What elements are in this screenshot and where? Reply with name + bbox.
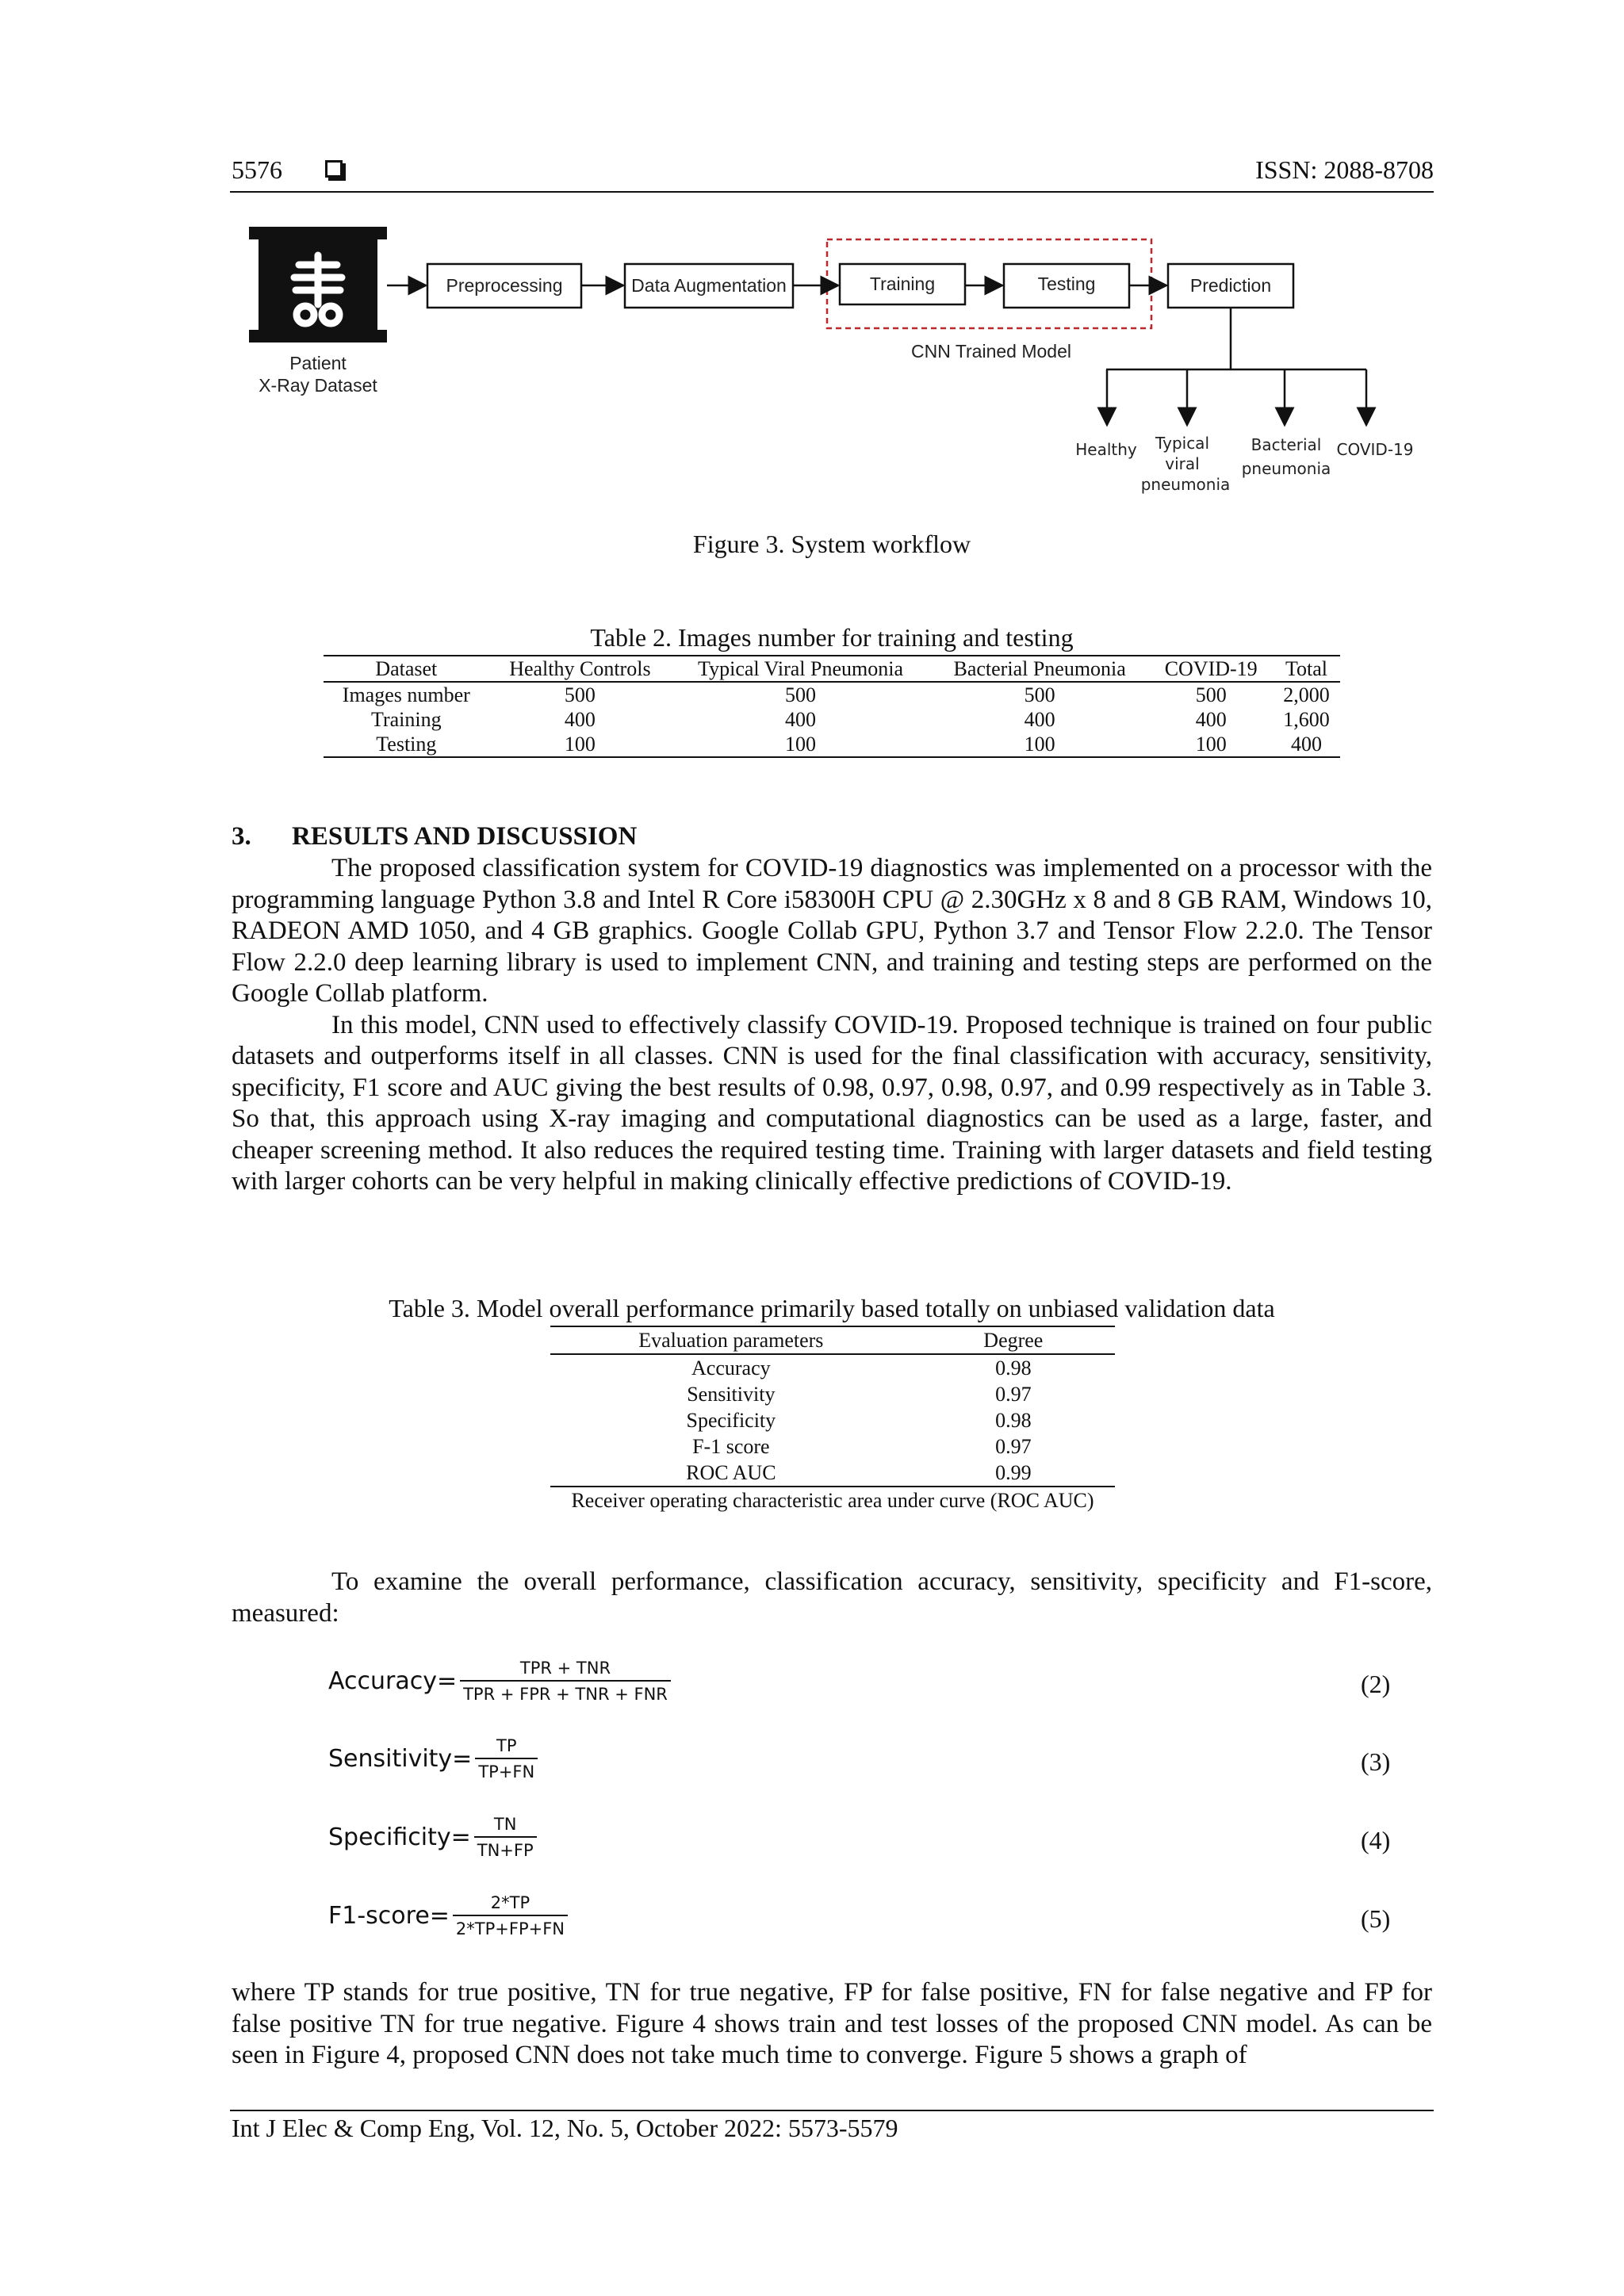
issn: ISSN: 2088-8708 xyxy=(1255,155,1434,184)
table-row xyxy=(324,707,1340,732)
dataset-label-line2: X-Ray Dataset xyxy=(259,375,377,396)
denominator: TPR + FPR + TNR + FNR xyxy=(460,1680,671,1704)
step-training xyxy=(840,264,965,304)
fraction xyxy=(460,1659,671,1704)
equation-lhs: Accuracy= xyxy=(328,1667,458,1695)
table-cell: 1,600 xyxy=(1283,708,1330,731)
output-viral-3: pneumonia xyxy=(1140,475,1231,494)
footer-citation: Int J Elec & Comp Eng, Vol. 12, No. 5, October 2022: 5573-5579 xyxy=(232,2114,898,2142)
table-cell: Sensitivity xyxy=(687,1383,776,1406)
table-cell: 100 xyxy=(1195,733,1227,756)
step-label: Training xyxy=(869,274,936,294)
table-cell: 400 xyxy=(1024,708,1055,731)
section-title: RESULTS AND DISCUSSION xyxy=(292,822,638,851)
table-cell: 500 xyxy=(785,683,817,706)
equation-number: (4) xyxy=(1361,1826,1391,1854)
fraction xyxy=(474,1815,537,1860)
dataset-label-line1: Patient xyxy=(289,353,347,373)
table-cell: 100 xyxy=(564,733,596,756)
fraction xyxy=(475,1736,538,1781)
square-bullet-icon xyxy=(325,160,343,178)
table-cell: ROC AUC xyxy=(686,1461,776,1484)
column-header: Degree xyxy=(983,1329,1044,1352)
equation-number: (2) xyxy=(1361,1670,1391,1698)
step-label: Prediction xyxy=(1189,275,1272,296)
metrics-intro xyxy=(232,1567,1432,1629)
column-header: Dataset xyxy=(375,657,438,680)
table-row xyxy=(550,1407,1115,1433)
header-rule xyxy=(230,191,1434,193)
page-number: 5576 xyxy=(232,155,282,184)
step-label: Data Augmentation xyxy=(631,275,787,296)
cnn-group-label: CNN Trained Model xyxy=(911,341,1071,362)
table2-caption: Table 2. Images number for training and testing xyxy=(590,623,1074,652)
output-bacterial-2: pneumonia xyxy=(1241,459,1331,478)
table-cell: Accuracy xyxy=(691,1357,771,1380)
output-bacterial-1: Bacterial xyxy=(1251,435,1322,454)
column-header: COVID-19 xyxy=(1164,657,1258,680)
table-cell: 0.97 xyxy=(995,1383,1032,1406)
column-header: Bacterial Pneumonia xyxy=(953,657,1126,680)
column-header: Healthy Controls xyxy=(509,657,651,680)
step-label: Testing xyxy=(1037,274,1096,294)
table-row xyxy=(550,1354,1115,1381)
table-cell: 100 xyxy=(785,733,817,756)
table-cell: 2,000 xyxy=(1283,683,1330,706)
table-cell: Testing xyxy=(376,733,437,756)
column-header: Typical Viral Pneumonia xyxy=(698,657,904,680)
output-healthy: Healthy xyxy=(1075,440,1137,459)
equation-lhs: Specificity= xyxy=(328,1823,471,1851)
table-cell: Images number xyxy=(342,683,470,706)
system-workflow-figure xyxy=(238,214,1427,507)
table3-caption: Table 3. Model overall performance primarily based totally on unbiased validation data xyxy=(389,1294,1275,1322)
table-cell: 400 xyxy=(1195,708,1227,731)
step-preprocessing xyxy=(427,264,581,308)
table-cell: 0.98 xyxy=(995,1357,1032,1380)
table-row xyxy=(550,1460,1115,1487)
denominator: TP+FN xyxy=(475,1758,538,1781)
table-cell: F-1 score xyxy=(692,1435,770,1458)
equation-lhs: Sensitivity= xyxy=(328,1745,473,1773)
fraction xyxy=(453,1893,568,1938)
equation-number: (3) xyxy=(1361,1747,1391,1776)
table-header-row xyxy=(324,656,1340,682)
table-note: Receiver operating characteristic area under curve (ROC AUC) xyxy=(571,1489,1094,1512)
output-covid: COVID-19 xyxy=(1336,440,1414,459)
table-cell: 100 xyxy=(1024,733,1055,756)
table-cell: 400 xyxy=(1290,733,1322,756)
column-header: Evaluation parameters xyxy=(638,1329,824,1352)
table-cell: 400 xyxy=(785,708,817,731)
step-testing xyxy=(1004,264,1129,308)
output-viral-1: Typical xyxy=(1155,434,1209,453)
output-viral-2: viral xyxy=(1165,454,1200,473)
table-cell: 500 xyxy=(564,683,596,706)
denominator: 2*TP+FP+FN xyxy=(453,1915,568,1938)
table-cell: 0.97 xyxy=(995,1435,1032,1458)
table-header-row xyxy=(550,1327,1115,1354)
equation-accuracy xyxy=(328,1659,671,1704)
paragraph: The proposed classification system for COVID-19 diagnostics was implemented on a processor with the programming language Python 3.8 and Intel R Core i58300H CPU @ 2.30GHz x 8 and 8 GB RAM, Windows 10, RADEON AMD 1050, and 4 GB graphics. Google Collab GPU, Python 3.7 and Tensor Flow 2.2.0. The Tensor Flow 2.2.0 deep learning library is used to implement CNN, and training and testing steps are performed on the Google Collab platform. xyxy=(232,854,1432,1008)
section3-body xyxy=(232,853,1432,1198)
table3 xyxy=(550,1327,1115,1513)
table-cell: 0.99 xyxy=(995,1461,1032,1484)
table-row xyxy=(324,732,1340,757)
table-cell: 500 xyxy=(1195,683,1227,706)
table-cell: Training xyxy=(370,708,442,731)
numerator: 2*TP xyxy=(490,1893,530,1912)
equation-sensitivity xyxy=(328,1736,538,1781)
column-header: Total xyxy=(1285,657,1328,680)
equation-specificity xyxy=(328,1815,537,1860)
table-row xyxy=(324,682,1340,707)
xray-icon xyxy=(249,227,387,342)
footer-rule xyxy=(230,2110,1434,2111)
table-note-row xyxy=(550,1487,1115,1513)
section-number: 3. xyxy=(232,822,251,851)
table-row xyxy=(550,1381,1115,1407)
table-cell: 0.98 xyxy=(995,1409,1032,1432)
table-row xyxy=(550,1433,1115,1460)
figure3-caption: Figure 3. System workflow xyxy=(692,530,971,558)
numerator: TP xyxy=(496,1736,517,1755)
step-data-augmentation xyxy=(625,264,793,308)
equation-lhs: F1-score= xyxy=(328,1902,450,1930)
numerator: TPR + TNR xyxy=(519,1659,611,1678)
paragraph: In this model, CNN used to effectively classify COVID-19. Proposed technique is trained on four public datasets and outperforms itself in all classes. CNN is used for the final classification with accuracy, sensitivity, specificity, F1 score and AUC giving the best results of 0.98, 0.97, 0.98, 0.97, and 0.99 respectively as in Table 3. So that, this approach using X-ray imaging and computational diagnostics can be used as a large, faster, and cheaper screening method. It also reduces the required testing time. Training with larger datasets and field testing with larger cohorts can be very helpful in making clinically effective predictions of COVID-19. xyxy=(232,1010,1432,1196)
equation-f1 xyxy=(328,1893,568,1938)
paragraph: To examine the overall performance, classification accuracy, sensitivity, specificity and F1-score, measured: xyxy=(232,1567,1432,1628)
numerator: TN xyxy=(493,1815,517,1834)
step-label: Preprocessing xyxy=(446,275,563,296)
section-heading xyxy=(232,822,637,851)
table-cell: Specificity xyxy=(686,1409,776,1432)
paragraph: where TP stands for true positive, TN for true negative, FP for false positive, FN for false negative and FP for false positive TN for true negative. Figure 4 shows train and test losses of the proposed CNN model. As can be seen in Figure 4, proposed CNN does not take much time to converge. Figure 5 shows a graph of xyxy=(232,1978,1432,2069)
equation-number: (5) xyxy=(1361,1904,1391,1933)
table-cell: 400 xyxy=(564,708,596,731)
table-cell: 500 xyxy=(1024,683,1055,706)
denominator: TN+FP xyxy=(474,1836,537,1860)
table2 xyxy=(324,655,1340,758)
step-prediction xyxy=(1168,264,1293,308)
closing-paragraph xyxy=(232,1977,1432,2072)
